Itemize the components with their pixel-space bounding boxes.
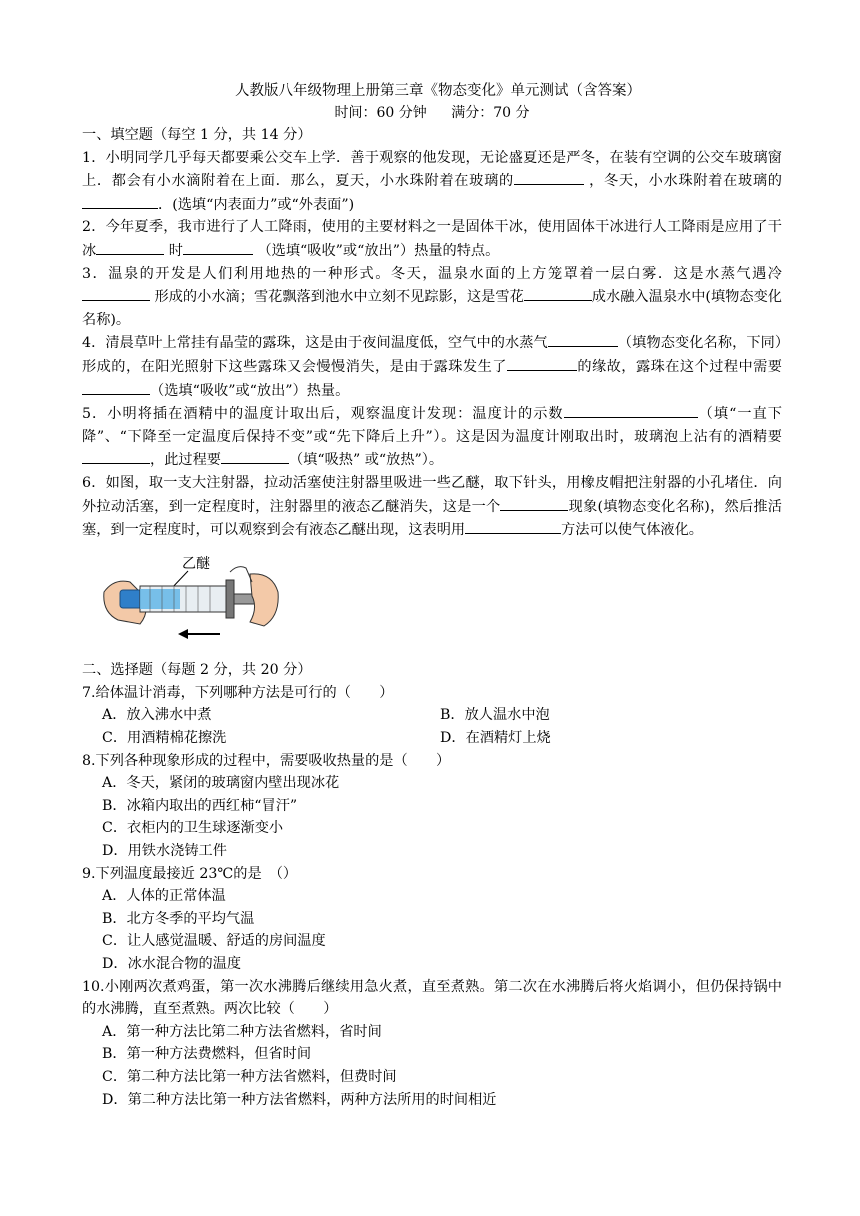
question-9 — [82, 863, 782, 976]
answer-blank[interactable] — [514, 169, 584, 185]
option-b[interactable]: B．北方冬季的平均气温 — [102, 910, 255, 927]
answer-blank[interactable] — [82, 379, 150, 395]
question-stem: 10.小刚两次煮鸡蛋，第一次水沸腾后继续用急火煮，直至煮熟。第二次在水沸腾后将火焰调小，但仍保持锅中的水沸腾，直至煮熟。两次比较（ ） — [82, 978, 782, 1018]
question-1: 1．小明同学几乎每天都要乘公交车上学．善于观察的他发现，无论盛夏还是严冬，在装有空调的公交车玻璃窗上．都会有小水滴附着在上面．那么，夏天，小水珠附着在玻璃的 ，冬天，小水珠附着在玻璃的．(选填“内表面力”或“外表面”) — [82, 149, 782, 213]
option-a[interactable]: A．人体的正常体温 — [102, 888, 226, 905]
exam-score: 满分：70 分 — [451, 105, 530, 121]
option-b[interactable]: B．放人温水中泡 — [440, 707, 550, 724]
option-b[interactable]: B．冰箱内取出的西红柿“冒汗” — [102, 797, 298, 814]
answer-blank[interactable] — [183, 239, 253, 255]
option-d[interactable]: D．第二种方法比第一种方法省燃料，两种方法所用的时间相近 — [102, 1091, 497, 1108]
option-c[interactable]: C．用酒精棉花擦洗 — [102, 730, 227, 747]
answer-blank[interactable] — [465, 518, 561, 534]
option-b[interactable]: B．第一种方法费燃料，但省时间 — [102, 1046, 312, 1063]
option-a[interactable]: A．放入沸水中煮 — [102, 707, 212, 724]
question-6: 6．如图，取一支大注射器，拉动活塞使注射器里吸进一些乙醚，取下针头，用橡皮帽把注射器的小孔堵住．向外拉动活塞，到一定程度时，注射器里的液态乙醚消失，这是一个 现象(填物态变化名称)，然后推活塞，到一定程度时，可以观察到会有液态乙醚出现，这表明用 方法可以使气体液化。 — [82, 474, 782, 539]
answer-blank[interactable] — [96, 239, 164, 255]
exam-meta — [82, 102, 782, 124]
syringe-figure — [100, 552, 280, 644]
answer-blank[interactable] — [221, 448, 289, 464]
option-c[interactable]: C．第二种方法比第一种方法省燃料，但费时间 — [102, 1068, 397, 1085]
question-3: 3．温泉的开发是人们利用地热的一种形式。冬天，温泉水面的上方笼罩着一层白雾．这是水蒸气遇冷 形成的小水滴；雪花飘落到池水中立刻不见踪影，这是雪花 成水融入温泉水中(填物态变化名称)。 — [82, 265, 782, 328]
exam-title: 人教版八年级物理上册第三章《物态变化》单元测试（含答案） — [235, 83, 641, 99]
section-fill-in — [82, 124, 782, 659]
question-stem: 7.给体温计消毒，下列哪种方法是可行的（ ） — [82, 684, 394, 701]
answer-blank[interactable] — [82, 285, 150, 301]
section-heading: 一、填空题（每空 1 分，共 14 分） — [82, 127, 312, 143]
question-4: 4．清晨草叶上常挂有晶莹的露珠，这是由于夜间温度低，空气中的水蒸气 （填物态变化名称，下同）形成的，在阳光照射下这些露珠又会慢慢消失，是由于露珠发生了 的缘故，露珠在这个过程中需要（选填“吸收”或“放出”）热量。 — [82, 331, 782, 402]
option-d[interactable]: D．用铁水浇铸工件 — [102, 843, 227, 860]
question-2: 2．今年夏季，我市进行了人工降雨，使用的主要材料之一是固体干冰，使用固体干冰进行人工降雨是应用了干冰 时 （选填“吸收”或“放出”）热量的特点。 — [82, 219, 782, 259]
section-heading: 二、选择题（每题 2 分，共 20 分） — [82, 662, 312, 679]
answer-blank[interactable] — [524, 285, 592, 301]
answer-blank[interactable] — [564, 402, 698, 418]
answer-blank[interactable] — [507, 355, 577, 371]
answer-blank[interactable] — [500, 495, 568, 511]
option-d[interactable]: D．在酒精灯上烧 — [440, 730, 551, 747]
option-d[interactable]: D．冰水混合物的温度 — [102, 956, 242, 972]
figure-label: 乙醚 — [182, 555, 210, 572]
option-a[interactable]: A．第一种方法比第二种方法省燃料，省时间 — [102, 1023, 382, 1040]
question-5: 5．小明将插在酒精中的温度计取出后，观察温度计发现：温度计的示数 （填“一直下降”、“下降至一定温度后保持不变”或“先下降后上升”）。这是因为温度计刚取出时，玻璃泡上沾有的酒精要，此过程要 （填“吸热” 或“放热”）。 — [82, 402, 782, 472]
exam-time: 时间：60 分钟 — [334, 105, 427, 121]
answer-blank[interactable] — [548, 331, 618, 347]
question-8 — [82, 750, 782, 863]
answer-blank[interactable] — [82, 448, 150, 464]
option-a[interactable]: A．冬天，紧闭的玻璃窗内壁出现冰花 — [102, 775, 340, 792]
question-stem: 8.下列各种现象形成的过程中，需要吸收热量的是（ ） — [82, 752, 451, 769]
option-c[interactable]: C．衣柜内的卫生球逐渐变小 — [102, 820, 284, 837]
answer-blank[interactable] — [82, 193, 158, 209]
question-stem: 9.下列温度最接近 23℃的是 （） — [82, 865, 298, 882]
question-7 — [82, 682, 782, 750]
exam-page — [82, 80, 782, 1111]
question-10 — [82, 976, 782, 1112]
option-c[interactable]: C．让人感觉温暖、舒适的房间温度 — [102, 933, 326, 950]
section-multiple-choice — [82, 659, 782, 1111]
